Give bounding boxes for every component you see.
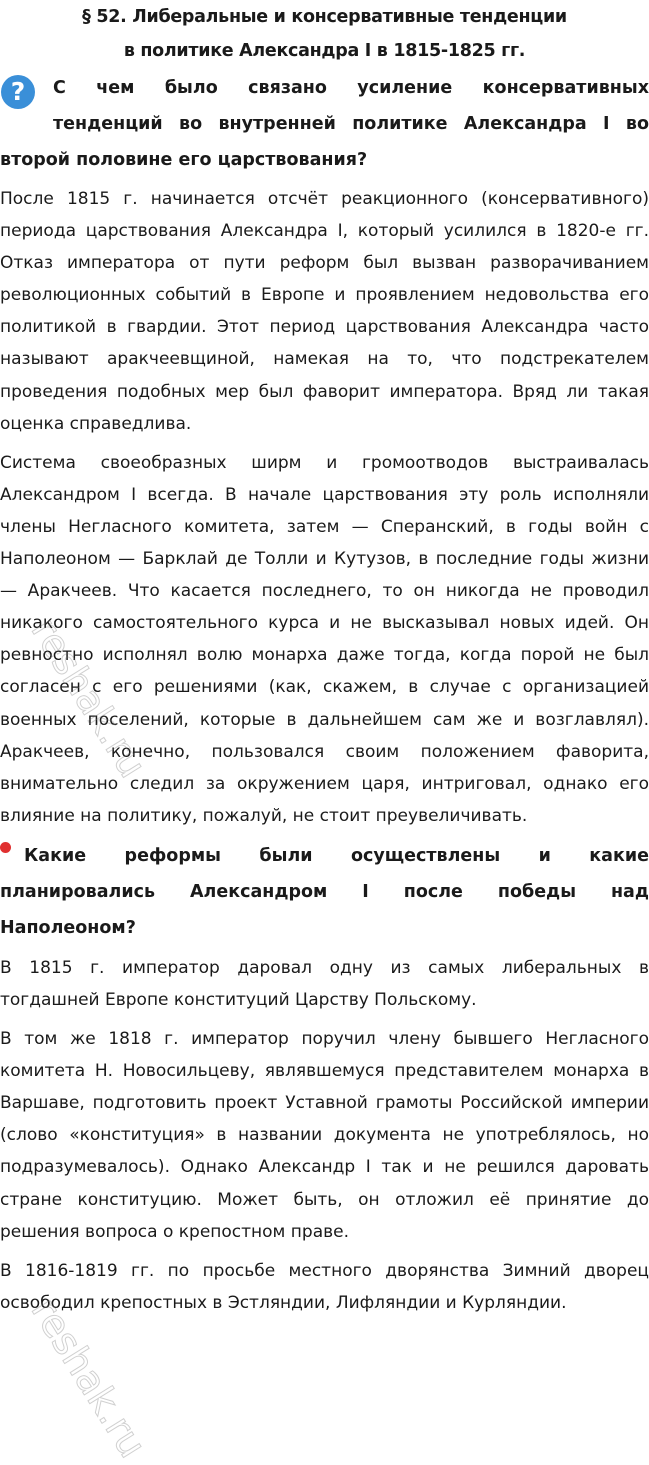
text-line: После 1815 г. начинается отсчёт реакционного (консервативного) xyxy=(0,189,649,209)
text-line: Аракчеев, конечно, пользовался своим положением фаворита, xyxy=(0,741,649,762)
text-line: революционных событий в Европе и проявлением недовольства его xyxy=(0,285,649,306)
title-line: § 52. Либеральные и консервативные тенденции xyxy=(82,7,567,27)
paragraph xyxy=(0,183,649,440)
text-line: влияние на политику, пожалуй, не стоит преувеличивать. xyxy=(0,805,528,826)
text-line: (слово «конституция» в названии документа не употреблялось, но xyxy=(0,1125,649,1146)
text-line: Отказ императора от пути реформ был вызван разворачиванием xyxy=(0,253,649,274)
text-line: внимательно следил за окружением царя, интриговал, однако его xyxy=(0,773,649,794)
question-line: С чем было связано усиление консервативных xyxy=(53,78,649,98)
text-line: В том же 1818 г. император поручил члену бывшего Негласного xyxy=(0,1029,649,1050)
text-line: Система своеобразных ширм и громоотводов выстраивалась xyxy=(0,452,649,473)
paragraph xyxy=(0,1255,649,1319)
text-line: члены Негласного комитета, затем — Сперанский, в годы войн с xyxy=(0,516,649,537)
text-line: ревностно исполнял волю монарха даже тогда, когда порой не был xyxy=(0,645,649,666)
watermark-text: reshak.ru xyxy=(22,1290,155,1465)
question-icon: ? xyxy=(1,75,35,109)
text-line: называют аракчеевщиной, намекая на то, что подстрекателем xyxy=(0,349,649,370)
text-line: освободил крепостных в Эстляндии, Лифляндии и Курляндии. xyxy=(0,1292,567,1313)
question-line xyxy=(0,838,649,874)
paragraph xyxy=(0,952,649,1016)
text-line: Александром I всегда. В начале царствования эту роль исполняли xyxy=(0,484,649,505)
text-line: решения вопроса о крепостном праве. xyxy=(0,1221,349,1242)
paragraph xyxy=(0,1023,649,1248)
paragraph xyxy=(0,447,649,832)
watermark-text: reshak.ru xyxy=(22,610,155,786)
text-line: тогдашней Европе конституций Царству Польскому. xyxy=(0,989,477,1010)
text-line: В 1816-1819 гг. по просьбе местного дворянства Зимний дворец xyxy=(0,1260,649,1281)
text-line: подразумевалось). Однако Александр I так и не решился даровать xyxy=(0,1157,649,1178)
text-line: стране конституцию. Может быть, он отложил её принятие до xyxy=(0,1189,649,1210)
section-title xyxy=(0,0,649,68)
question-heading-2 xyxy=(0,838,649,946)
question-line: тенденций во внутренней политике Александра I во xyxy=(53,114,649,134)
text-line: согласен с его решениями (как, скажем, в случае с организацией xyxy=(0,677,649,698)
red-bullet-icon xyxy=(0,842,11,853)
text-line: комитета Н. Новосильцеву, являвшемуся представителем монарха в xyxy=(0,1061,649,1082)
text-line: В 1815 г. император даровал одну из самых либеральных в xyxy=(0,957,649,978)
text-line: — Аракчеев. Что касается последнего, то он никогда не проводил xyxy=(0,581,649,602)
question-line: Наполеоном? xyxy=(0,917,136,938)
question-line: планировались Александром I после победы над xyxy=(0,881,649,902)
text-line: проведения подобных мер был фаворит императора. Вряд ли такая xyxy=(0,381,649,402)
text-line: периода царствования Александра I, который усилился в 1820-е гг. xyxy=(0,221,649,242)
text-line: Наполеоном — Барклай де Толли и Кутузов, в последние годы жизни xyxy=(0,549,649,570)
title-line: в политике Александра I в 1815-1825 гг. xyxy=(123,41,526,61)
question-text: Какие реформы были осуществлены и какие xyxy=(24,845,649,866)
text-line: военных поселений, которые в дальнейшем сам же и возглавлял). xyxy=(0,709,649,730)
question-heading-1 xyxy=(0,70,649,178)
question-line: второй половине его царствования? xyxy=(0,150,368,170)
text-line: политикой в гвардии. Этот период царствования Александра часто xyxy=(0,317,649,338)
text-line: Варшаве, подготовить проект Уставной грамоты Российской империи xyxy=(0,1093,649,1114)
text-line: никакого самостоятельного курса и не высказывал новых идей. Он xyxy=(0,613,649,634)
text-line: оценка справедлива. xyxy=(0,413,192,434)
